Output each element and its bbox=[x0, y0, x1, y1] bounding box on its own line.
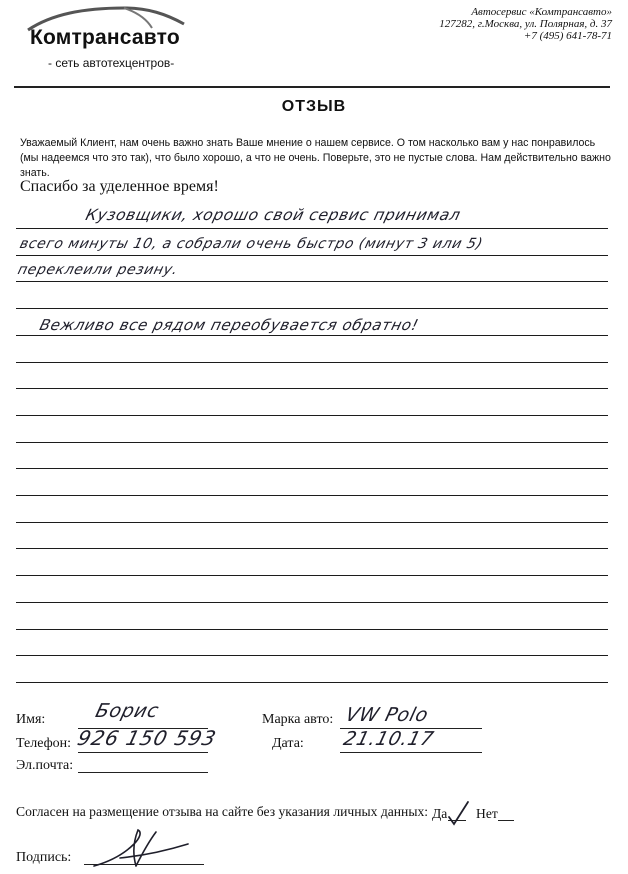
ruled-line bbox=[16, 629, 608, 630]
car-value: VW Polo bbox=[343, 704, 431, 726]
ruled-line bbox=[16, 682, 608, 683]
ruled-line bbox=[16, 362, 608, 363]
ruled-line bbox=[16, 281, 608, 282]
date-field[interactable] bbox=[340, 752, 482, 753]
phone-label: Телефон: bbox=[16, 736, 72, 751]
review-line-1: Кузовщики, хорошо свой сервис принимал bbox=[83, 206, 463, 224]
header-divider bbox=[14, 86, 610, 88]
ruled-line bbox=[16, 228, 608, 229]
ruled-line bbox=[16, 415, 608, 416]
form-title: ОТЗЫВ bbox=[281, 98, 347, 115]
logo-name: Комтрансавто bbox=[30, 26, 180, 49]
form-thanks: Спасибо за уделенное время! bbox=[20, 178, 219, 195]
review-line-2: всего минуты 10, а собрали очень быстро (минут 3 или 5) bbox=[18, 236, 485, 252]
review-line-4: Вежливо все рядом переобувается обратно! bbox=[37, 316, 421, 334]
company-name: Автосервис «Комтрансавто» bbox=[471, 6, 612, 18]
company-phone: +7 (495) 641-78-71 bbox=[523, 30, 612, 42]
ruled-line bbox=[16, 522, 608, 523]
name-value: Борис bbox=[93, 700, 162, 722]
consent-yes-label: Да bbox=[432, 806, 448, 821]
company-info bbox=[439, 6, 612, 42]
car-label: Марка авто: bbox=[262, 712, 334, 727]
date-label: Дата: bbox=[272, 736, 304, 751]
ruled-line bbox=[16, 548, 608, 549]
phone-value: 926 150 593 bbox=[75, 726, 220, 750]
form-intro: Уважаемый Клиент, нам очень важно знать Ваше мнение о нашем сервисе. О том насколько вам у нас понравилось (мы надеемся что это так), что было хорошо, а что не очень. Поверьте, это не пустые слова. Нам действительно важно знать. bbox=[20, 137, 611, 179]
ruled-line bbox=[16, 442, 608, 443]
email-field[interactable] bbox=[78, 772, 208, 773]
company-address: 127282, г.Москва, ул. Полярная, д. 37 bbox=[439, 18, 612, 30]
logo-tagline: - сеть автотехцентров- bbox=[48, 56, 175, 70]
email-label: Эл.почта: bbox=[16, 758, 74, 773]
consent-no-field[interactable] bbox=[498, 820, 514, 821]
ruled-line bbox=[16, 575, 608, 576]
signature-label: Подпись: bbox=[16, 850, 72, 865]
ruled-line bbox=[16, 388, 608, 389]
checkmark-icon bbox=[446, 800, 470, 826]
ruled-line bbox=[16, 335, 608, 336]
consent-no-label: Нет bbox=[476, 806, 498, 821]
phone-field[interactable] bbox=[78, 752, 208, 753]
ruled-line bbox=[16, 602, 608, 603]
signature-scribble bbox=[90, 826, 200, 870]
name-label: Имя: bbox=[16, 712, 46, 727]
consent-text: Согласен на размещение отзыва на сайте без указания личных данных: bbox=[16, 804, 429, 819]
date-value: 21.10.17 bbox=[341, 728, 437, 750]
ruled-line bbox=[16, 255, 608, 256]
ruled-line bbox=[16, 655, 608, 656]
ruled-line bbox=[16, 308, 608, 309]
ruled-line bbox=[16, 468, 608, 469]
review-line-3: переклеили резину. bbox=[16, 262, 180, 278]
ruled-line bbox=[16, 495, 608, 496]
